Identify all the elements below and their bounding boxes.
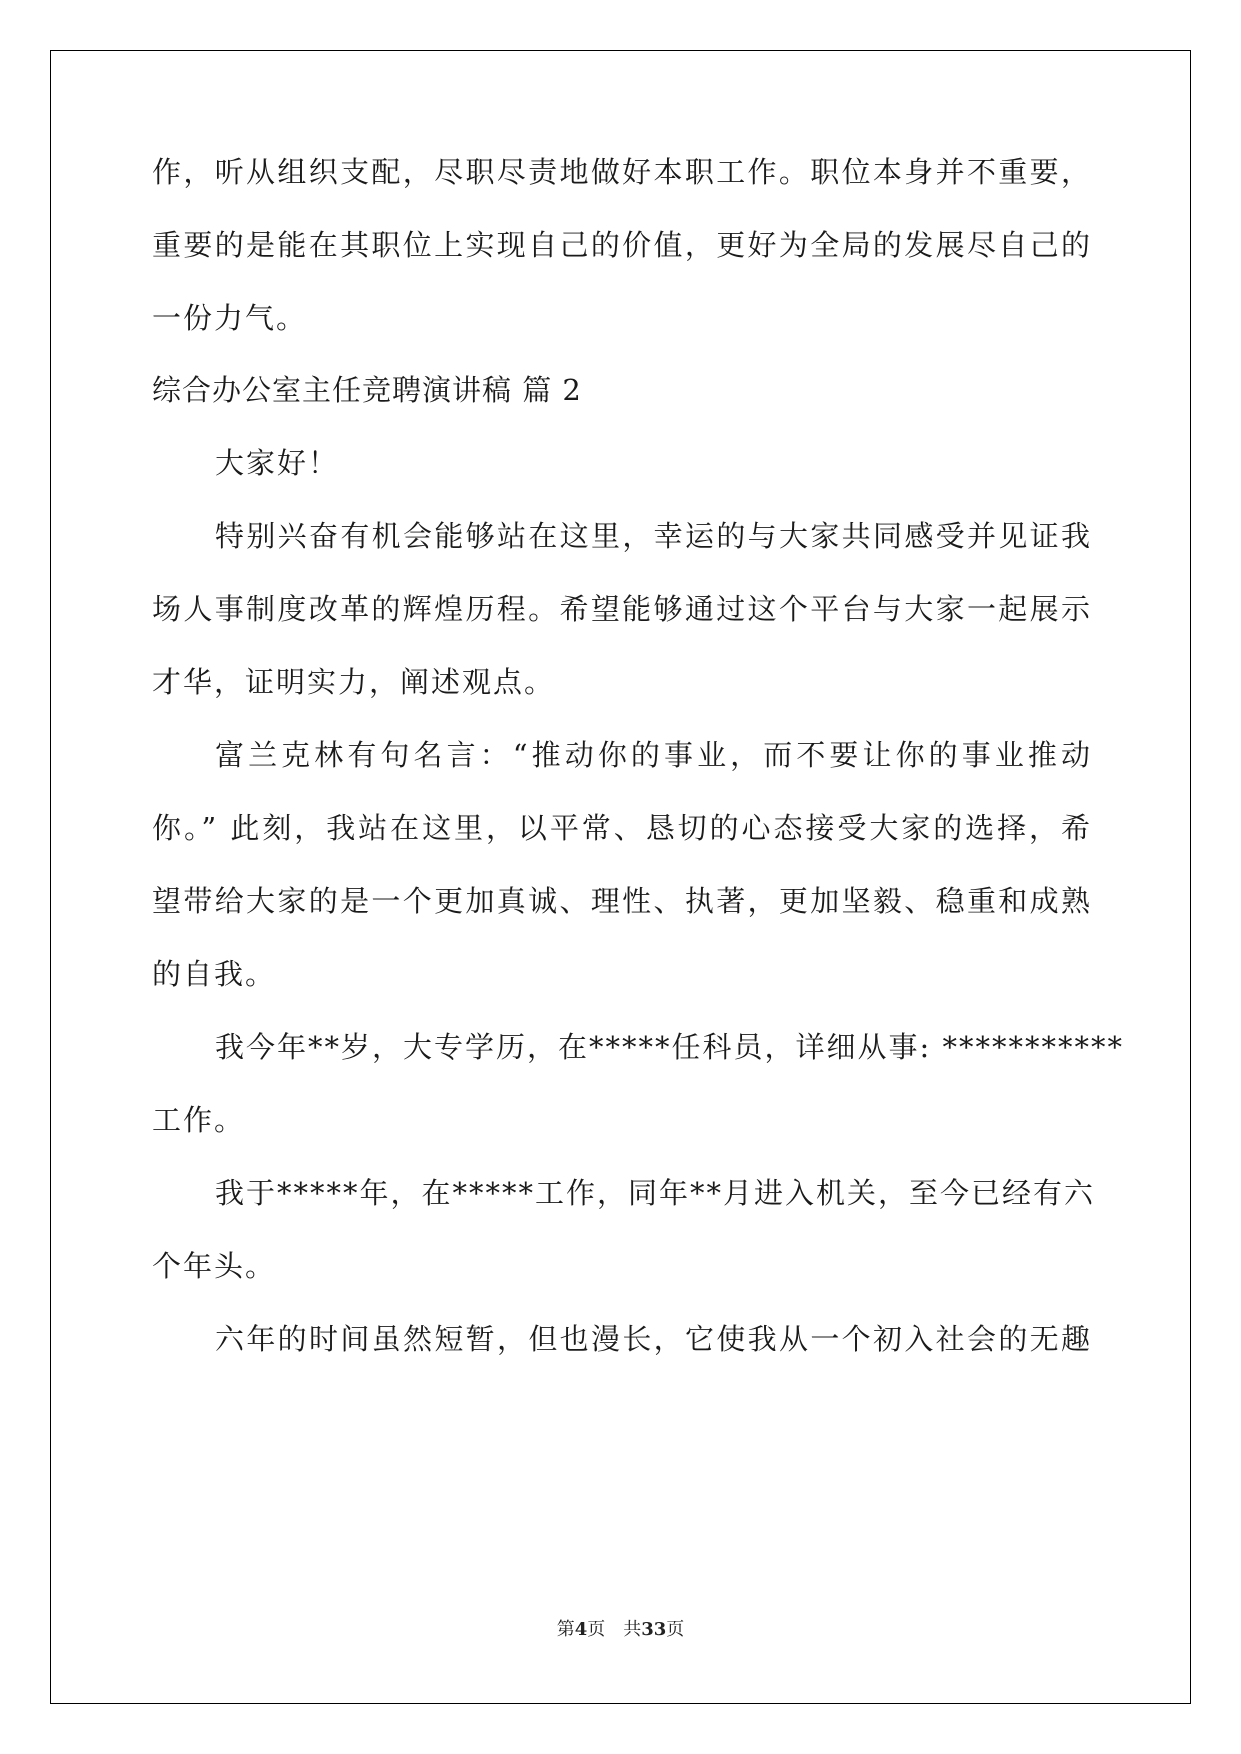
text-line: 我于*****年，在*****工作，同年**月进入机关，至今已经有六: [215, 1176, 1096, 1210]
total-pages: 33: [641, 1619, 667, 1640]
text-line: 的自我。: [152, 957, 277, 991]
text-line: 作，听从组织支配，尽职尽责地做好本职工作。职位本身并不重要，: [152, 155, 1092, 189]
total-suffix: 页: [666, 1619, 685, 1640]
text-line: 特别兴奋有机会能够站在这里，幸运的与大家共同感受并见证我: [215, 519, 1092, 553]
text-line: 工作。: [152, 1103, 246, 1137]
text-line: 才华，证明实力，阐述观点。: [152, 665, 556, 699]
page-number: 4: [574, 1619, 588, 1640]
greeting: 大家好！: [215, 446, 340, 480]
text-line: 六年的时间虽然短暂，但也漫长，它使我从一个初入社会的无趣: [215, 1322, 1092, 1356]
page-prefix: 第: [556, 1619, 575, 1640]
section-heading: 综合办公室主任竞聘演讲稿 篇 2: [152, 373, 582, 407]
text-line: 望带给大家的是一个更加真诚、理性、执著，更加坚毅、稳重和成熟: [152, 884, 1092, 918]
text-line: 你。” 此刻，我站在这里，以平常、恳切的心态接受大家的选择，希: [152, 811, 1092, 845]
page-suffix: 页: [587, 1619, 606, 1640]
text-line: 富兰克林有句名言：“推动你的事业，而不要让你的事业推动: [215, 738, 1092, 772]
text-line: 一份力气。: [152, 301, 308, 335]
page-footer: [0, 1618, 1241, 1642]
text-line: 场人事制度改革的辉煌历程。希望能够通过这个平台与大家一起展示: [152, 592, 1092, 626]
total-prefix: 共: [623, 1619, 642, 1640]
text-line: 个年头。: [152, 1249, 277, 1283]
text-line: 我今年**岁，大专学历，在*****任科员，详细从事: ***********: [215, 1030, 1124, 1064]
text-line: 重要的是能在其职位上实现自己的价值，更好为全局的发展尽自己的: [152, 228, 1092, 262]
